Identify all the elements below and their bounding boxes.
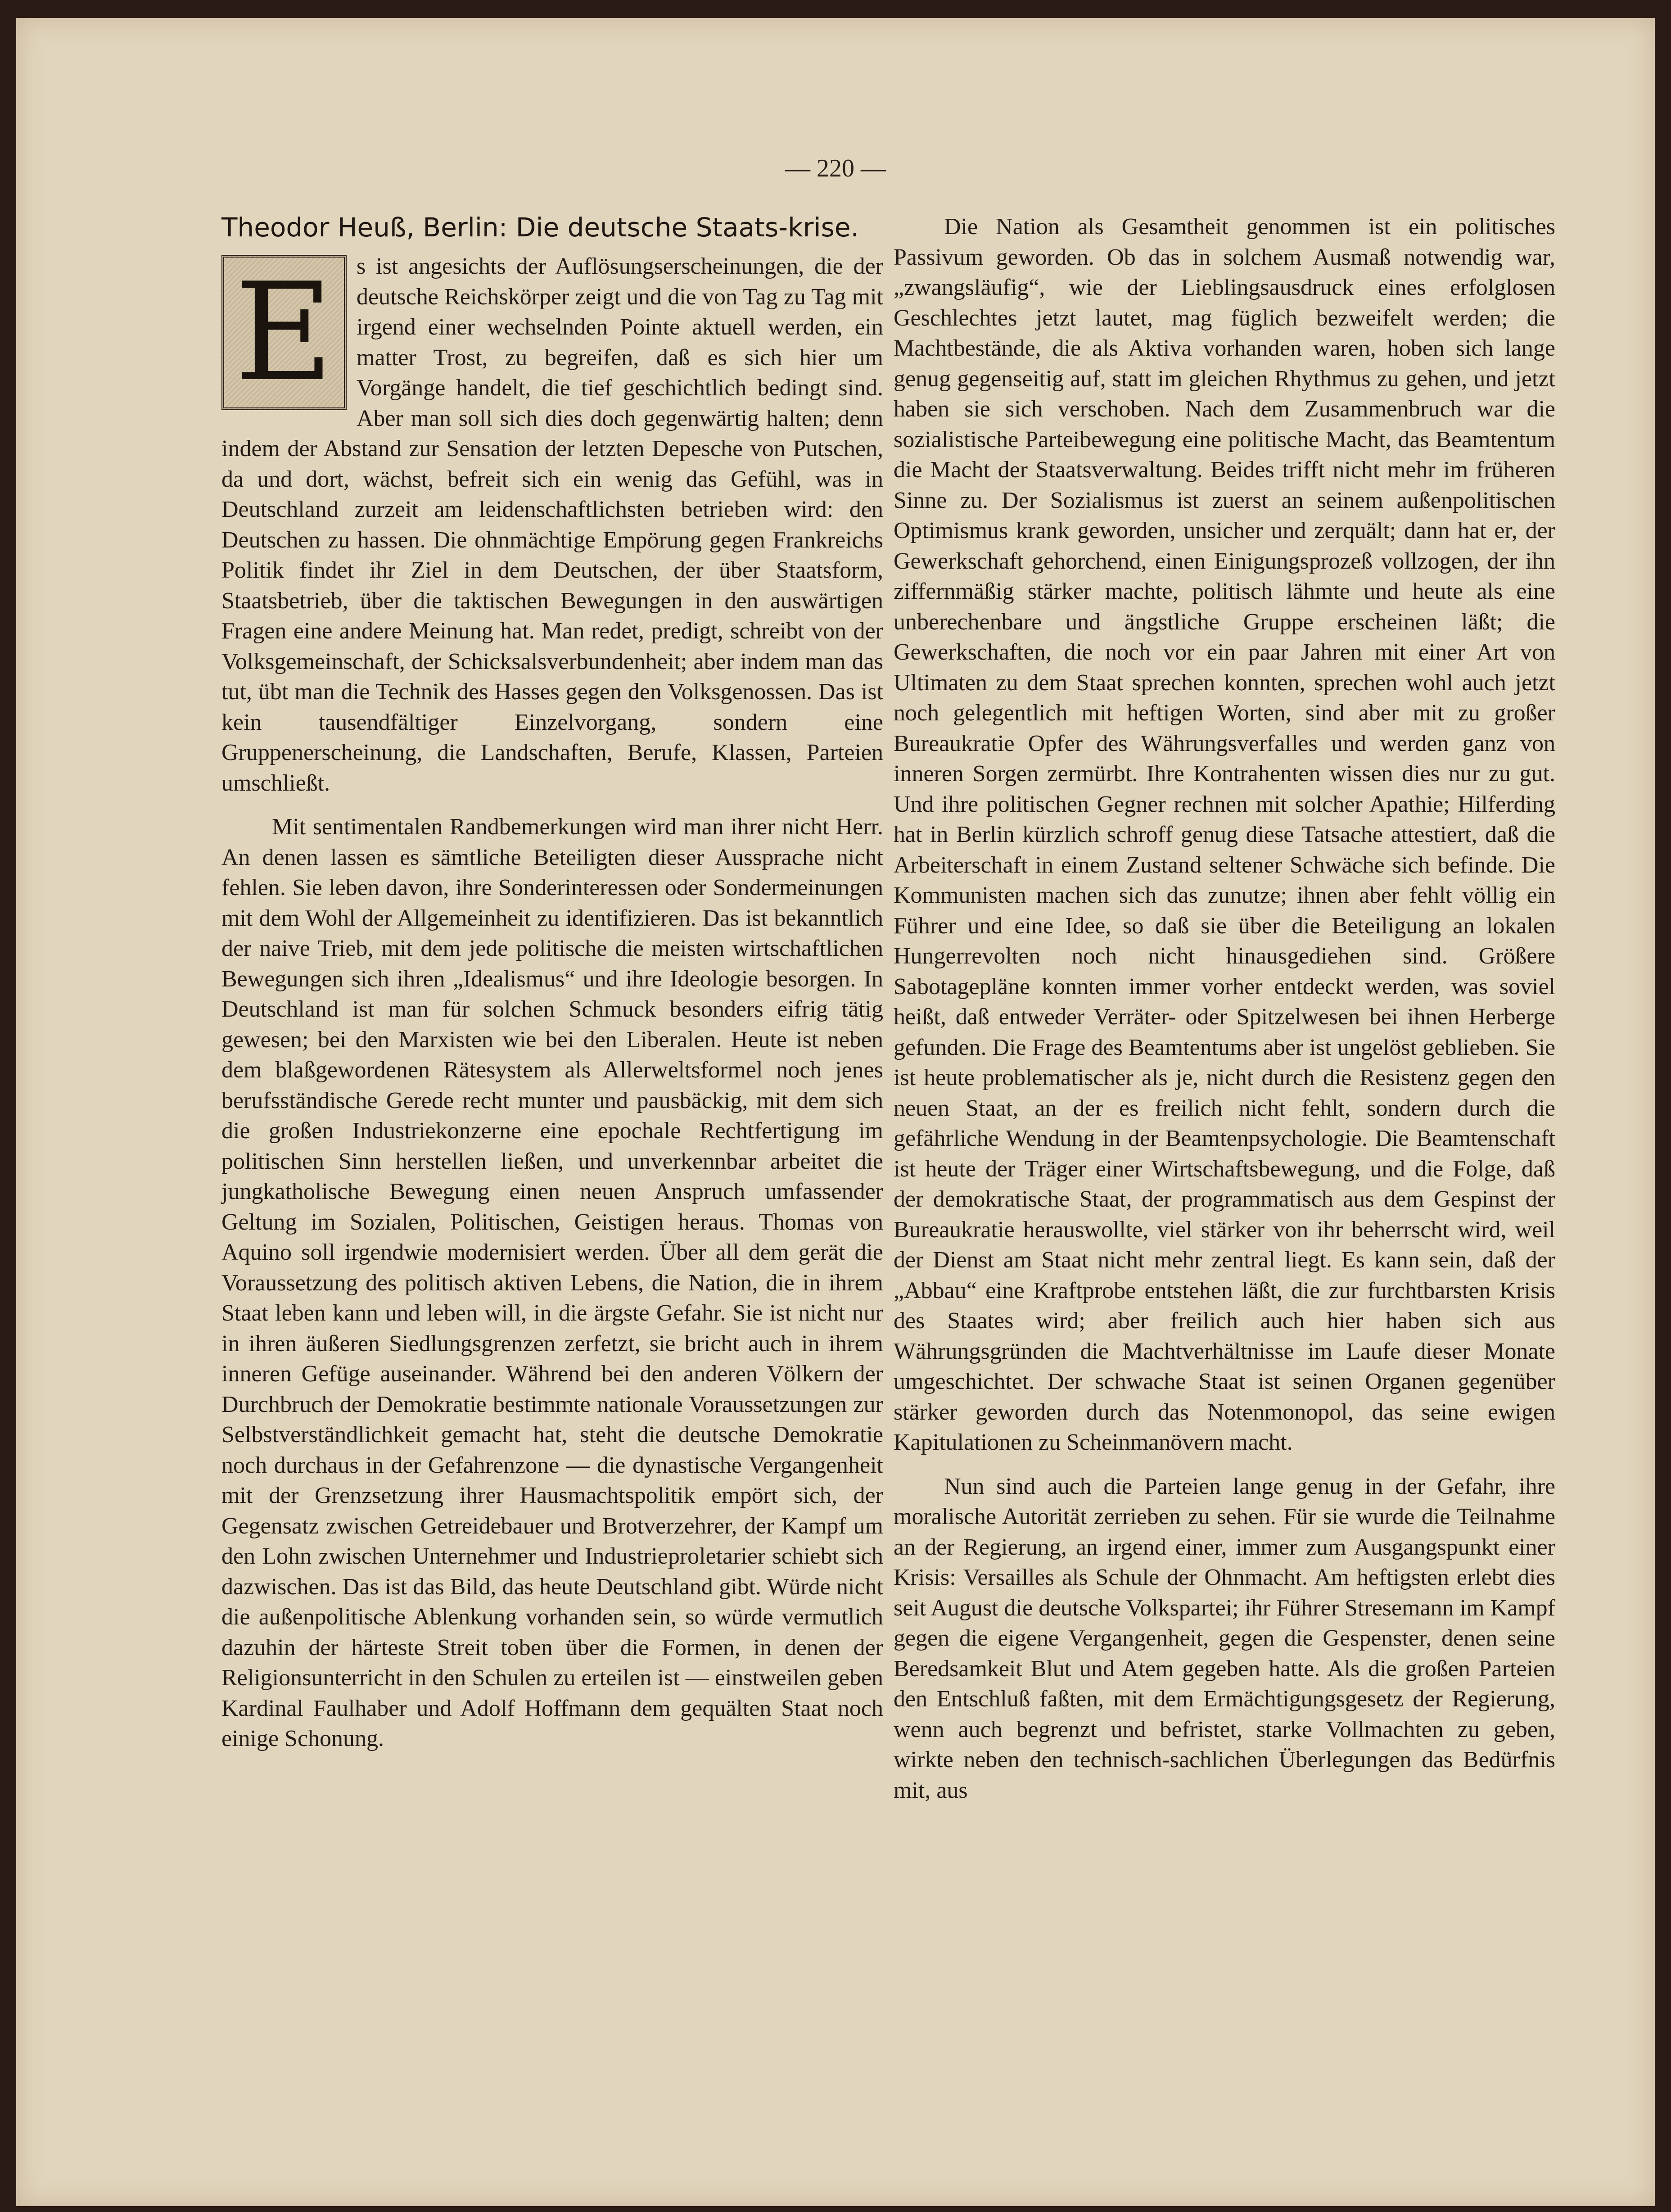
drop-cap-initial: E <box>221 255 347 410</box>
right-column <box>894 212 1555 1805</box>
paragraph: Die Nation als Gesamtheit genommen ist ein politisches Passivum geworden. Ob das in solchem Ausmaß notwendig war, „zwangsläufig“, wie der Lieblingsausdruck eines erfolglosen Geschlechtes jetzt lautet, mag füglich bezweifelt werden; die Machtbestände, die als Aktiva vorhanden waren, hoben sich lange genug gegenseitig auf, statt im gleichen Rhythmus zu gehen, und jetzt haben sie sich verschoben. Nach dem Zusammenbruch war die sozialistische Parteibewegung eine politische Macht, das Beamtentum die Macht der Staatsverwaltung. Beides trifft nicht mehr im früheren Sinne zu. Der Sozialismus ist zuerst an seinem außenpolitischen Optimismus krank geworden, unsicher und zerquält; dann hat er, der Gewerkschaft gehorchend, einen Einigungsprozeß vollzogen, der ihn ziffernmäßig stärker machte, politisch lähmte und heute als eine unberechenbare und ängstliche Gruppe erscheinen läßt; die Gewerkschaften, die noch vor ein paar Jahren mit einer Art von Ultimaten zu dem Staat sprechen konnten, sprechen wohl auch jetzt noch gelegentlich mit heftigen Worten, sind aber mit zu großer Bureaukratie Opfer des Währungsverfalles und werden ganz von inneren Sorgen zermürbt. Ihre Kontrahenten wissen dies nur zu gut. Und ihre politischen Gegner rechnen mit solcher Apathie; Hilferding hat in Berlin kürzlich schroff genug diese Tatsache attestiert, daß die Arbeiterschaft in einem Zustand seltener Schwäche sich befinde. Die Kommunisten machen sich das zunutze; ihnen aber fehlt völlig ein Führer und eine Idee, so daß sie über die Beteiligung an lokalen Hungerrevolten noch nicht hinausgediehen sind. Größere Sabotagepläne konnten immer vorher entdeckt werden, was soviel heißt, daß entweder Verräter- oder Spitzelwesen bei ihnen Herberge gefunden. Die Frage des Beamtentums aber ist ungelöst geblieben. Sie ist heute problematischer als je, nicht durch die Resistenz gegen den neuen Staat, an der es freilich nicht fehlt, sondern durch die gefährliche Wendung in der Beamtenpsychologie. Die Beamtenschaft ist heute der Träger einer Wirtschaftsbewegung, und die Folge, daß der demokratische Staat, der programmatisch aus dem Gespinst der Bureaukratie herauswollte, viel stärker von ihr beherrscht wird, weil der Dienst am Staat nicht mehr zentral liegt. Es kann sein, daß der „Abbau“ eine Kraftprobe entstehen läßt, die zur furchtbarsten Krisis des Staates wird; aber freilich auch hier haben sich aus Währungsgründen die Machtverhältnisse im Laufe dieser Monate umgeschichtet. Der schwache Staat ist seinen Organen gegenüber stärker geworden durch das Notenmonopol, das seine ewigen Kapitulationen zu Scheinmanövern macht. <box>894 214 1555 1455</box>
page-number: — 220 — <box>785 154 886 182</box>
left-column <box>221 212 883 1754</box>
paragraph: Mit sentimentalen Randbemerkungen wird man ihrer nicht Herr. An denen lassen es sämtliche Beteiligten dieser Aussprache nicht fehlen. Sie leben davon, ihre Sonderinteressen oder Sondermeinungen mit dem Wohl der Allgemeinheit zu identifizieren. Das ist bekanntlich der naive Trieb, mit dem jede politische die meisten wirtschaftlichen Bewegungen sich ihren „Idealismus“ und ihre Ideologie besorgen. In Deutschland ist man für solchen Schmuck besonders eifrig tätig gewesen; bei den Marxisten wie bei den Liberalen. Heute ist neben dem blaßgewordenen Rätesystem als Allerweltsformel noch jenes berufsständische Gerede recht munter und pausbäckig, mit dem sich die großen Industriekonzerne eine epochale Rechtfertigung im politischen Sinn herstellen ließen, und unverkennbar arbeitet die jungkatholische Bewegung einen neuen Anspruch umfassender Geltung im Sozialen, Politischen, Geistigen heraus. Thomas von Aquino soll irgendwie modernisiert werden. Über all dem gerät die Voraussetzung des politisch aktiven Lebens, die Nation, die in ihrem Staat leben kann und leben will, in die ärgste Gefahr. Sie ist nicht nur in ihren äußeren Siedlungsgrenzen zerfetzt, sie bricht auch in ihrem inneren Gefüge auseinander. Während bei den anderen Völkern der Durchbruch der Demokratie bestimmte nationale Voraussetzungen zur Selbstverständlichkeit gemacht hat, steht die deutsche Demokratie noch durchaus in der Gefahrenzone — die dynastische Vergangenheit mit der Grenzsetzung ihrer Hausmachtspolitik empört sich, der Gegensatz zwischen Getreidebauer und Brotverzehrer, der Kampf um den Lohn zwischen Unternehmer und Industrieproletarier schiebt sich dazwischen. Das ist das Bild, das heute Deutschland gibt. Würde nicht die außenpolitische Ablenkung vorhanden sein, so würde vermutlich dazuhin der härteste Streit toben über die Formen, in denen der Religionsunterricht in den Schulen zu erteilen ist — einstweilen geben Kardinal Faulhaber und Adolf Hoffmann dem gequälten Staat noch einige Schonung. <box>221 814 883 1751</box>
paragraph: Nun sind auch die Parteien lange genug in der Gefahr, ihre moralische Autorität zerrieben zu sehen. Für sie wurde die Teilnahme an der Regierung, an irgend einer, immer zum Ausgangspunkt einer Krisis: Versailles als Schule der Ohnmacht. Am heftigsten erlebt dies seit August die deutsche Volkspartei; ihr Führer Stresemann im Kampf gegen die eigene Vergangenheit, gegen die Gespenster, denen seine Beredsamkeit Blut und Atem gegeben hatte. Als die großen Parteien den Entschluß faßten, mit dem Ermächtigungsgesetz der Regierung, wenn auch begrenzt und befristet, starke Vollmachten zu geben, wirkte neben den technisch-sachlichen Überlegungen das Bedürfnis mit, aus <box>894 1473 1555 1803</box>
article-title: Theodor Heuß, Berlin: Die deutsche Staats-krise. <box>221 212 859 243</box>
paragraph: s ist angesichts der Auflösungserscheinungen, die der deutsche Reichskörper zeigt und die von Tag zu Tag mit irgend einer wechselnden Pointe aktuell werden, ein matter Trost, zu begreifen, daß es sich hier um Vorgänge handelt, die tief geschichtlich bedingt sind. Aber man soll sich dies doch gegenwärtig halten; denn indem der Abstand zur Sensation der letzten Depesche von Putschen, da und dort, wächst, befreit sich ein wenig das Gefühl, was in Deutschland zurzeit am leidenschaftlichsten betrieben wird: den Deutschen zu hassen. Die ohnmächtige Empörung gegen Frankreichs Politik findet ihr Ziel in dem Deutschen, der über Staatsform, Staatsbetrieb, über die taktischen Bewegungen in den auswärtigen Fragen eine andere Meinung hat. Man redet, predigt, schreibt von der Volksgemeinschaft, der Schicksalsverbundenheit; aber indem man das tut, übt man die Technik des Hasses gegen den Volksgenossen. Das ist kein tausendfältiger Einzelvorgang, sondern eine Gruppenerscheinung, die Landschaften, Berufe, Klassen, Parteien umschließt. <box>221 253 883 796</box>
